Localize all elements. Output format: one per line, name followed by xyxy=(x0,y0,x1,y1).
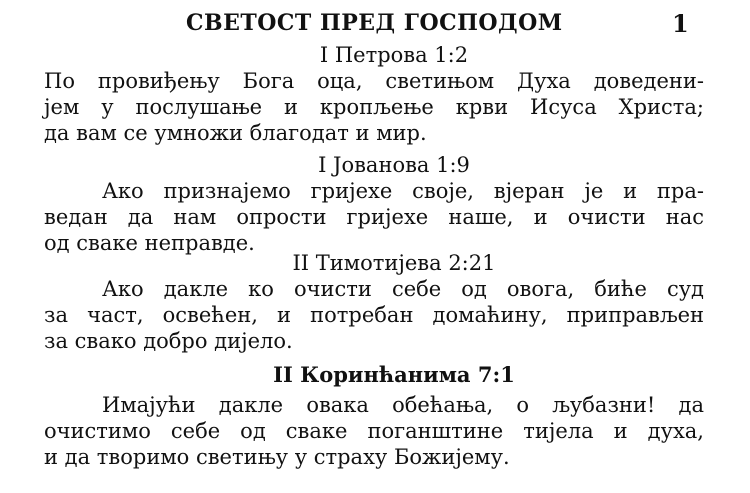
passage-2timothy-2-21 xyxy=(44,250,704,354)
passage-1john-1-9 xyxy=(44,152,704,256)
verse-line: Ако признајемо гријехе своје, вјеран је и пра- xyxy=(102,179,704,203)
verse-line: за част, освећен, и потребан домаћину, приправљен xyxy=(44,303,704,327)
verse-line: за свако добро дијело. xyxy=(44,329,293,353)
verse-line: од сваке неправде. xyxy=(44,231,255,255)
verse-line: Имајући дакле овака обећања, о љубазни! да xyxy=(102,393,704,417)
verse-line: Ако дакле ко очисти себе од овога, биће суд xyxy=(102,277,704,301)
passage-text xyxy=(44,392,704,470)
passage-text xyxy=(44,276,704,354)
passage-text xyxy=(44,178,704,256)
verse-line: очистимо себе од сваке поганштине тијела и духа, xyxy=(44,419,704,443)
passage-reference: II Тимотијева 2:21 xyxy=(292,251,496,275)
passage-reference: I Петрова 1:2 xyxy=(319,43,469,67)
verse-line: По провиђењу Бога оца, светињом Духа доведени- xyxy=(44,69,704,93)
page-header xyxy=(0,6,750,40)
passage-text xyxy=(44,68,704,146)
passage-1peter-1-2 xyxy=(44,42,704,146)
verse-line: јем у послушање и кропљење крви Исуса Христа; xyxy=(44,95,704,119)
page-title: СВЕТОСТ ПРЕД ГОСПОДОМ xyxy=(186,10,563,36)
verse-line: да вам се умножи благодат и мир. xyxy=(44,121,427,145)
verse-line: ведан да нам опрости гријехе наше, и очисти нас xyxy=(44,205,704,229)
passage-2corinthians-7-1 xyxy=(44,362,704,470)
passage-reference: II Коринћанима 7:1 xyxy=(273,362,515,387)
page-number: 1 xyxy=(672,9,689,38)
passage-reference: I Јованова 1:9 xyxy=(318,153,470,177)
verse-line: и да творимо светињу у страху Божијему. xyxy=(44,445,510,469)
